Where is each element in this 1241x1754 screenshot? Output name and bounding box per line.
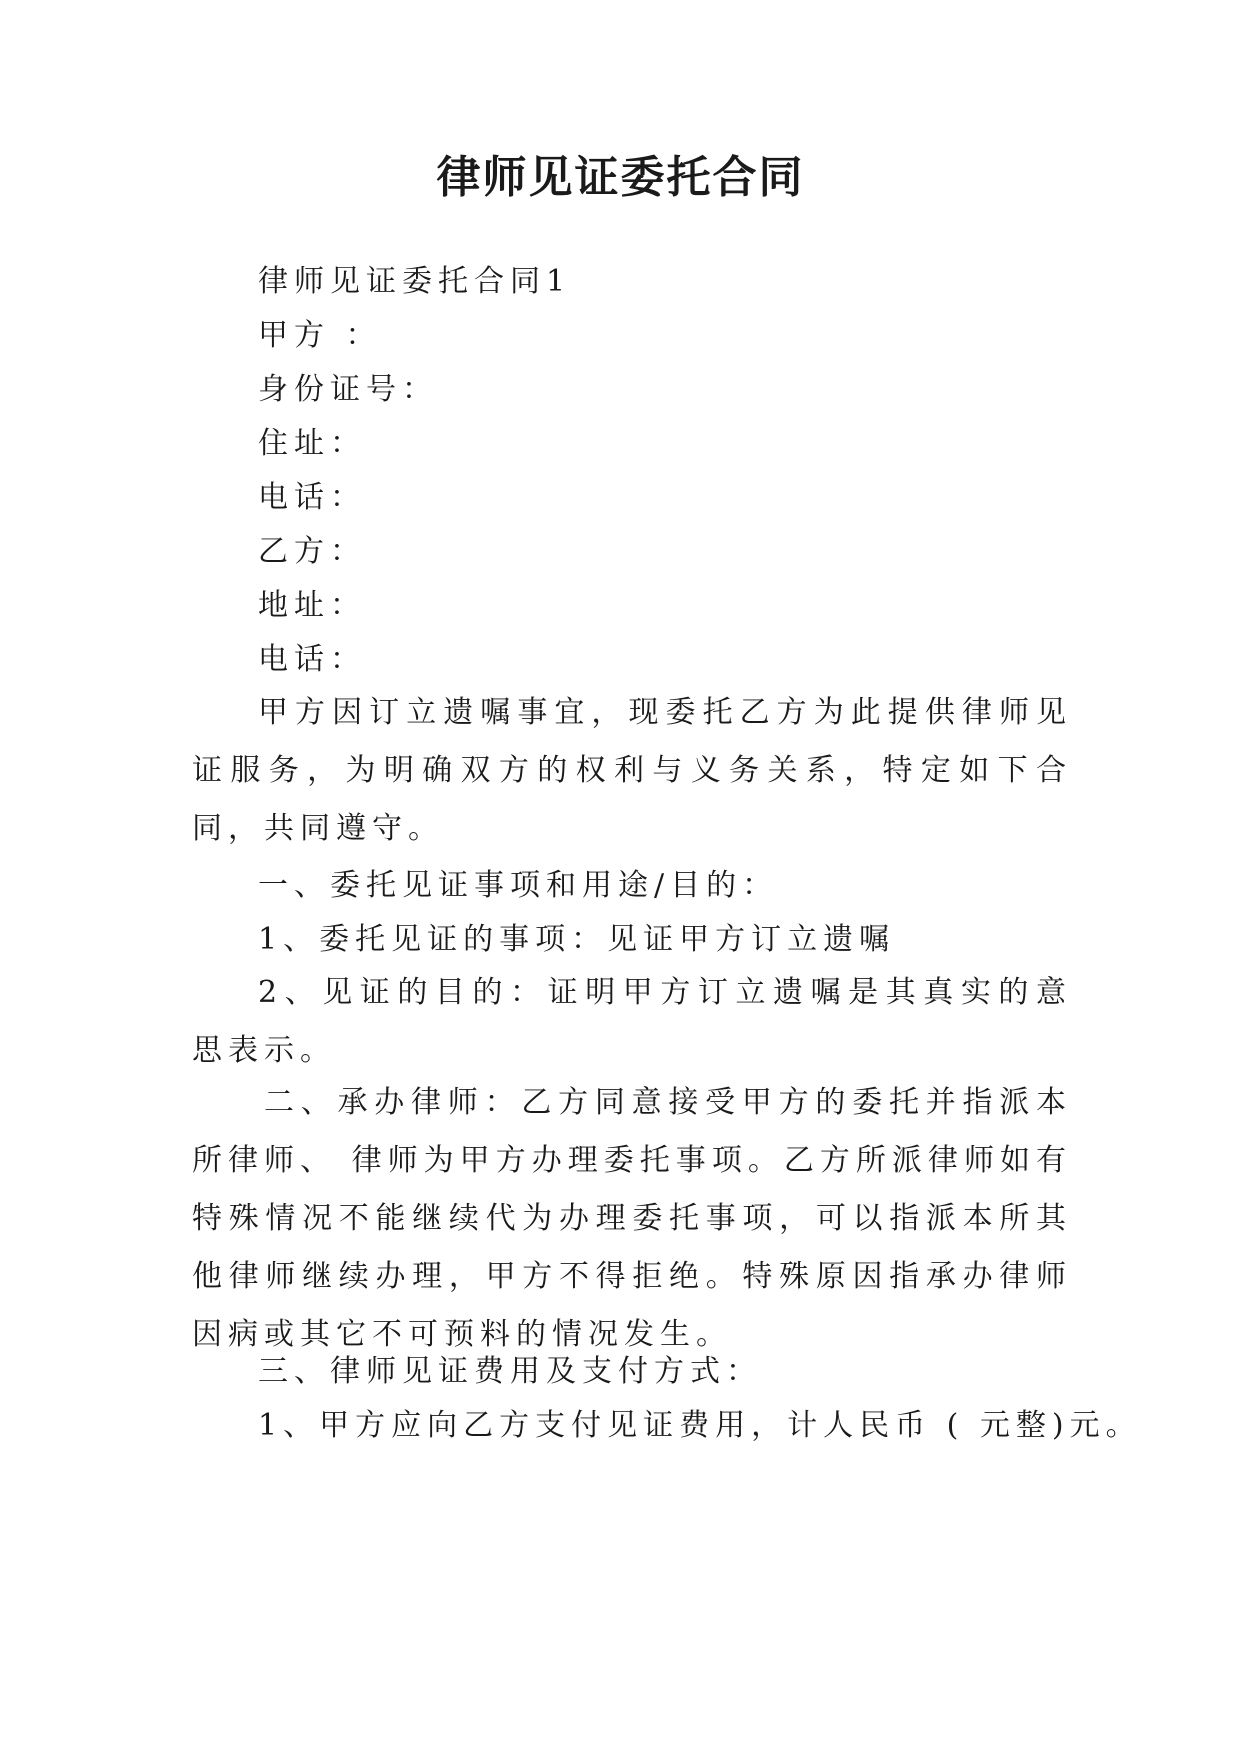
section1-item1: 1、委托见证的事项：见证甲方订立遗嘱 xyxy=(258,922,896,957)
party-a-id-label: 身份证号： xyxy=(258,372,438,407)
party-a-address-label: 住址： xyxy=(258,426,366,461)
contract-subtitle: 律师见证委托合同1 xyxy=(258,264,572,299)
section3-heading: 三、律师见证费用及支付方式： xyxy=(258,1354,762,1389)
party-b-address-label: 地址： xyxy=(258,588,366,623)
party-a-phone-label: 电话： xyxy=(258,480,366,515)
section2-paragraph: 二、承办律师：乙方同意接受甲方的委托并指派本所律师、 律师为甲方办理委托事项。乙方所派律师如有特殊情况不能继续代为办理委托事项，可以指派本所其他律师继续办理，甲方不得拒绝。特殊原因指承办律师因病或其它不可预料的情况发生。 xyxy=(192,1085,1072,1352)
party-b-name-label: 乙方： xyxy=(258,534,366,569)
section1-heading: 一、委托见证事项和用途/目的： xyxy=(258,868,779,903)
section1-item2: 2、见证的目的：证明甲方订立遗嘱是其真实的意思表示。 xyxy=(192,975,1072,1068)
intro-paragraph: 甲方因订立遗嘱事宜，现委托乙方为此提供律师见证服务，为明确双方的权利与义务关系，特定如下合同，共同遵守。 xyxy=(192,695,1072,846)
party-a-name-label: 甲方 ： xyxy=(258,318,382,353)
party-b-phone-label: 电话： xyxy=(258,642,366,677)
section3-item1: 1、甲方应向乙方支付见证费用，计人民币 ( 元整)元。 xyxy=(258,1408,1142,1443)
document-title: 律师见证委托合同 xyxy=(436,152,805,203)
